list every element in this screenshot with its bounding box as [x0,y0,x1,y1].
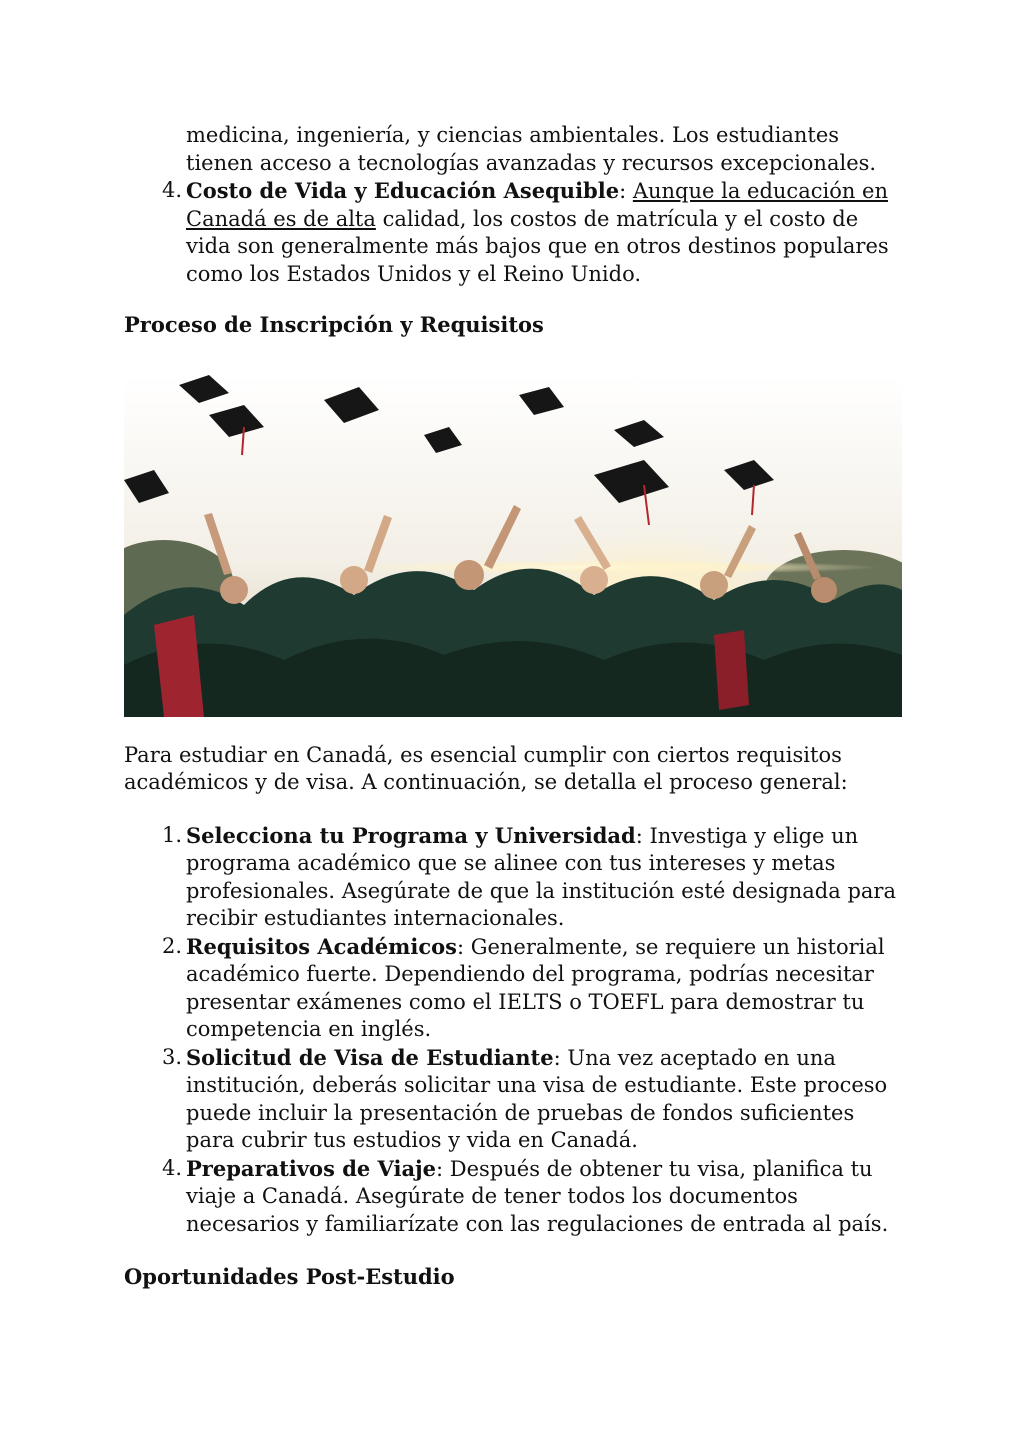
list-number: 2. [161,933,182,958]
list-item-text: Después de obtener tu visa, planifica tu viaje a Canadá. Asegúrate de tener todos los documentos necesarios y familiarízate con las regulaciones de entrada al país. [186,1156,889,1236]
list-item-title: Solicitud de Visa de Estudiante [186,1044,554,1070]
list-item-step [124,1044,904,1155]
list-item-title: Selecciona tu Programa y Universidad [186,822,636,848]
requirements-list [124,822,904,1239]
section-heading: Oportunidades Post-Estudio [124,1264,455,1289]
list-number: 1. [161,822,182,847]
continuation-line: medicina, ingeniería, y ciencias ambientales. Los estudiantes [186,123,840,147]
list-item-title: Requisitos Académicos [186,933,457,959]
intro-paragraph: Para estudiar en Canadá, es esencial cumplir con ciertos requisitos académicos y de visa. A continuación, se detalla el proceso general: [124,742,848,794]
list-item-separator: : [635,823,650,848]
list-item-separator: : [553,1045,568,1070]
document-page [124,122,904,1291]
list-item-step [124,1155,904,1239]
list-item-separator: : [436,1156,450,1181]
list-item-cost-of-living [124,177,904,288]
section-heading: Proceso de Inscripción y Requisitos [124,312,544,337]
list-item-continuation [124,122,904,177]
list-item-text: calidad, los costos de matrícula y el costo de vida son generalmente más bajos que en otros destinos populares como los Estados Unidos y el Reino Unido. [186,206,889,286]
list-number: 3. [161,1044,182,1069]
graduation-photo [124,375,902,717]
list-number: 4. [161,1155,182,1180]
continuation-line: tienen acceso a tecnologías avanzadas y recursos excepcionales. [186,150,877,175]
inline-link[interactable]: Aunque la educación en Canadá es de alta [186,179,888,231]
list-item-text: Investiga y elige un programa académico que se alinee con tus intereses y metas profesionales. Asegúrate de que la institución esté designada para recibir estudiantes internacionales. [186,823,896,930]
list-item-title: Costo de Vida y Educación Asequible [186,178,620,203]
list-item-separator: : [456,934,471,959]
list-item-step [124,822,904,933]
list-item-text: Generalmente, se requiere un historial académico fuerte. Dependiendo del programa, podrías necesitar presentar exámenes como el IELTS o TOEFL para demostrar tu competencia en inglés. [186,934,885,1041]
list-item-step [124,933,904,1044]
list-item-separator: : [619,179,633,203]
list-item-title: Preparativos de Viaje [186,1155,437,1181]
list-item-text: Una vez aceptado en una institución, deberás solicitar una visa de estudiante. Este proceso puede incluir la presentación de pruebas de fondos suficientes para cubrir tus estudios y vida en Canadá. [186,1045,888,1152]
list-number: 4. [161,178,182,202]
